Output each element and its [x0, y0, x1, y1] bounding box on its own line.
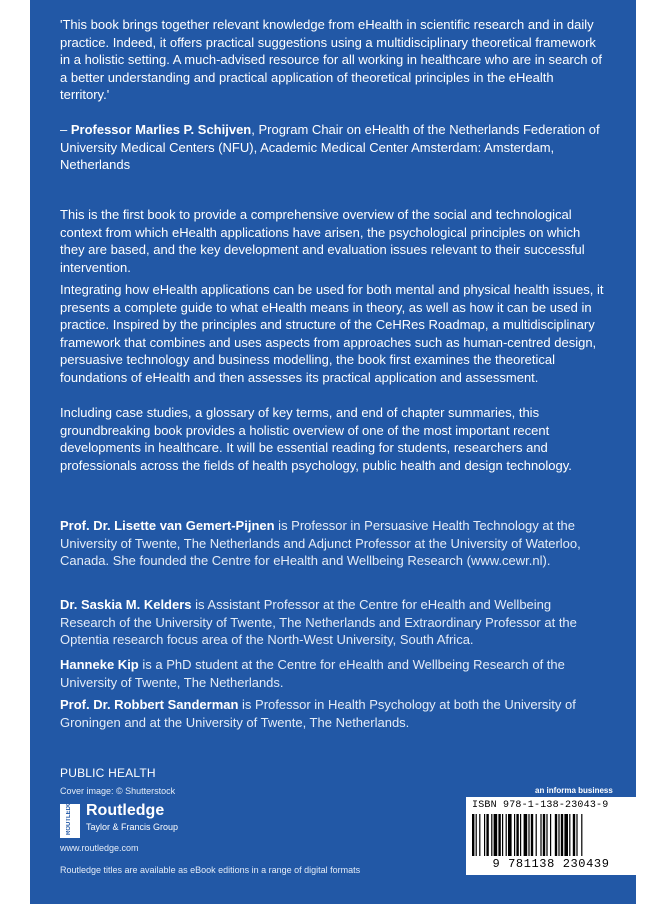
author-bio-text-1: is Professor in Persuasive Health Technology at the University of Twente, The Netherlands and Adjunct Professor at the University of Waterloo, Canada. She founded the Centre for eHealth and Wellbeing Research (www.cewr.nl).: [60, 518, 581, 569]
author-name-4: Prof. Dr. Robbert Sanderman: [60, 697, 239, 712]
attribution-dash: –: [60, 122, 71, 137]
barcode-panel: [466, 797, 636, 875]
author-name-1: Prof. Dr. Lisette van Gemert-Pijnen: [60, 518, 275, 533]
ebook-note: Routledge titles are available as eBook editions in a range of digital formats: [60, 865, 361, 875]
publisher-logo: [60, 797, 220, 838]
author-bio-1: [60, 517, 605, 570]
publisher-name: Routledge: [86, 802, 165, 819]
author-bio-text-4: is Professor in Health Psychology at both the University of Groningen and at the University of Twente, The Netherlands.: [60, 697, 576, 730]
endorsement-attribution: [60, 121, 605, 174]
author-name-3: Hanneke Kip: [60, 657, 139, 672]
endorsement-quote: 'This book brings together relevant knowledge from eHealth in scientific research and in daily practice. Indeed, it offers practical suggestions using a multidisciplinary theoretical framework in a holistic setting. A much-advised resource for all working in healthcare who are in search of a better understanding and practical application of theoretical principles in the eHealth territory.': [60, 17, 602, 103]
author-name-2: Dr. Saskia M. Kelders: [60, 597, 192, 612]
cover-image-credit: Cover image: © Shutterstock: [60, 786, 176, 796]
barcode-digits: 9 781138 230439: [492, 857, 610, 871]
author-bio-4: [60, 696, 605, 731]
isbn-label: ISBN 978-1-138-23043-9: [472, 800, 609, 811]
attribution-affiliation: , Program Chair on eHealth of the Netherlands Federation of University Medical Centers (NFU), Academic Medical Center Amsterdam: Amsterdam, Netherlands: [60, 122, 600, 173]
publisher-group: Taylor & Francis Group: [86, 822, 179, 832]
publisher-website: www.routledge.com: [60, 843, 139, 853]
author-bio-text-3: is a PhD student at the Centre for eHealth and Wellbeing Research of the University of Twente, The Netherlands.: [60, 657, 565, 690]
barcode-icon: [472, 814, 630, 856]
back-cover: [30, 0, 636, 904]
description-paragraph-2: Integrating how eHealth applications can be used for both mental and physical health issues, it presents a complete guide to what eHealth means in theory, as well as how it can be used in practice. Inspired by the principles and structure of the CeHRes Roadmap, a multidisciplinary framework that combines and uses aspects from approaches such as human-centred design, persuasive technology and business modelling, the book first examines the theoretical foundations of eHealth and then assesses its practical application and assessment.: [60, 282, 604, 385]
routledge-logo-icon: [60, 797, 80, 838]
author-bio-3: [60, 656, 605, 691]
informa-tagline: an informa business: [535, 786, 613, 795]
attribution-name: Professor Marlies P. Schijven: [70, 122, 252, 137]
subject-category: PUBLIC HEALTH: [60, 766, 156, 780]
author-bio-2: [60, 596, 605, 649]
description-paragraph-3: Including case studies, a glossary of key terms, and end of chapter summaries, this groundbreaking book provides a holistic overview of one of the most important recent developments in healthcare. It will be essential reading for students, researchers and professionals across the fields of health psychology, public health and design technology.: [60, 405, 572, 473]
logo-text: ROUTLEDGE: [66, 797, 72, 835]
description-paragraph-1: This is the first book to provide a comprehensive overview of the social and technological context from which eHealth applications have arisen, the psychological principles on which they are based, and the key development and evaluation issues relevant to their successful intervention.: [60, 207, 585, 275]
author-bio-text-2: is Assistant Professor at the Centre for eHealth and Wellbeing Research of the University of Twente, The Netherlands and Extraordinary Professor at the Optentia research focus area of the North-West University, South Africa.: [60, 597, 577, 648]
